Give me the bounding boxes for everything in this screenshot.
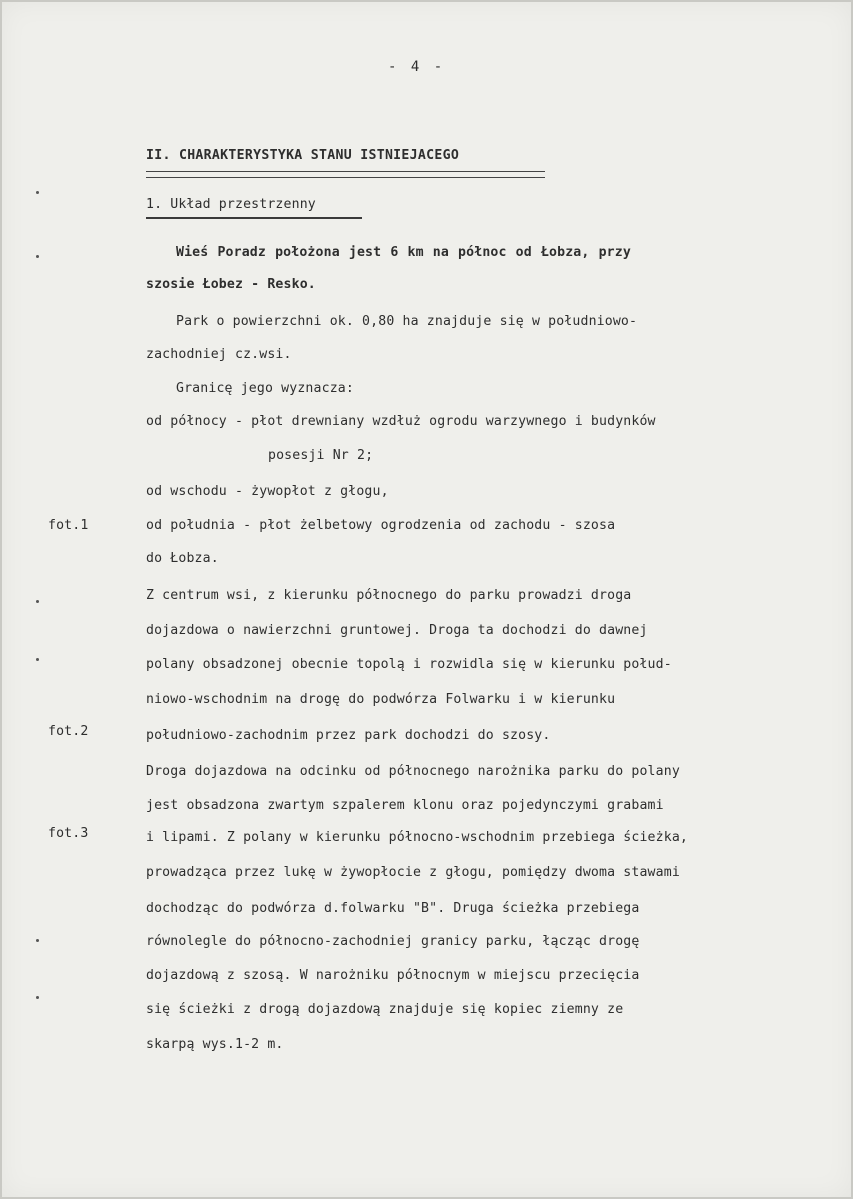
body-line: polany obsadzonej obecnie topolą i rozwidla się w kierunku połud-	[146, 657, 672, 672]
body-line: Droga dojazdowa na odcinku od północnego narożnika parku do polany	[146, 764, 680, 779]
body-line: skarpą wys.1-2 m.	[146, 1037, 284, 1052]
body-line: Wieś Poradz położona jest 6 km na północ od Łobza, przy	[176, 245, 631, 260]
body-line: Park o powierzchni ok. 0,80 ha znajduje się w południowo-	[176, 314, 638, 329]
body-line: równolegle do północno-zachodniej granicy parku, łącząc drogę	[146, 934, 640, 949]
body-line: zachodniej cz.wsi.	[146, 347, 292, 362]
page-number: - 4 -	[388, 59, 446, 75]
body-line: Z centrum wsi, z kierunku północnego do parku prowadzi droga	[146, 588, 632, 603]
body-line: od wschodu - żywopłot z głogu,	[146, 484, 389, 499]
body-line: się ścieżki z drogą dojazdową znajduje się kopiec ziemny ze	[146, 1002, 624, 1017]
margin-mark	[36, 996, 39, 999]
margin-note-fot2: fot.2	[48, 724, 89, 739]
body-line: Granicę jego wyznacza:	[176, 381, 354, 396]
body-line: posesji Nr 2;	[268, 448, 374, 463]
margin-mark	[36, 939, 39, 942]
body-line: prowadząca przez lukę w żywopłocie z głogu, pomiędzy dwoma stawami	[146, 865, 680, 880]
body-line: dojazdowa o nawierzchni gruntowej. Droga ta dochodzi do dawnej	[146, 623, 648, 638]
margin-mark	[36, 658, 39, 661]
subsection-heading: 1. Układ przestrzenny	[146, 197, 316, 212]
body-line: dojazdową z szosą. W narożniku północnym w miejscu przecięcia	[146, 968, 640, 983]
subheading-underline	[146, 217, 362, 219]
body-line: szosie Łobez - Resko.	[146, 277, 316, 292]
body-line: niowo-wschodnim na drogę do podwórza Folwarku i w kierunku	[146, 692, 616, 707]
body-line: dochodząc do podwórza d.folwarku "B". Druga ścieżka przebiega	[146, 901, 640, 916]
heading-double-underline	[146, 171, 545, 178]
margin-note-fot1: fot.1	[48, 518, 89, 533]
margin-mark	[36, 255, 39, 258]
body-line: od południa - płot żelbetowy ogrodzenia od zachodu - szosa	[146, 518, 616, 533]
body-line: i lipami. Z polany w kierunku północno-wschodnim przebiega ścieżka,	[146, 830, 688, 845]
body-line: do Łobza.	[146, 551, 219, 566]
body-line: południowo-zachodnim przez park dochodzi do szosy.	[146, 728, 551, 743]
body-line: od północy - płot drewniany wzdłuż ogrodu warzywnego i budynków	[146, 414, 656, 429]
margin-mark	[36, 600, 39, 603]
body-line: jest obsadzona zwartym szpalerem klonu oraz pojedynczymi grabami	[146, 798, 664, 813]
margin-mark	[36, 191, 39, 194]
margin-note-fot3: fot.3	[48, 826, 89, 841]
section-heading: II. CHARAKTERYSTYKA STANU ISTNIEJACEGO	[146, 148, 460, 163]
